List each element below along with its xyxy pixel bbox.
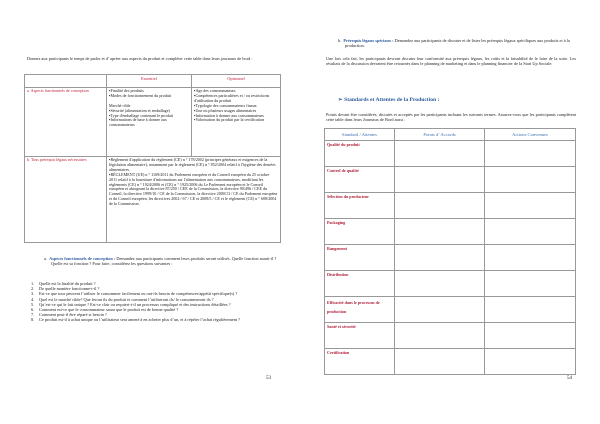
section-letter: b. (338, 38, 342, 43)
header-agreements: Points d’ Accords (395, 129, 485, 141)
paragraph: Une fois cela fait, les participants devront discuter leur conformité aux prérequis légaux, les coûts et la faisabilité de le faire de la sorte. Les résultats de la discussion devraient être retournés dans le planning de marketing et dans le planning financier de la Start Up Sociale. (326, 56, 576, 67)
table-intro: Points devant être considérés, discutés et acceptés par les participants incluant les suivants termes. Assurez-vous que les participants complètent cette table dans leurs Journaux de Bord aussi : (326, 112, 576, 123)
agreements-cell[interactable] (395, 141, 485, 167)
actions-cell[interactable] (485, 219, 576, 245)
cell-line: ▪Finalité des produits (109, 88, 144, 93)
table-row (325, 271, 576, 297)
row-label: b. Tous prérequis légaux nécessaires (25, 157, 107, 243)
table-row (325, 297, 576, 323)
standard-label: Rangement (325, 245, 395, 271)
table-row (325, 193, 576, 219)
table-row (325, 167, 576, 193)
question-text: Ce produit est-il à achat unique ou l’utilisateur sera amené à en acheter plus d’un, et à répéter l’achat régulièrement ? (39, 317, 241, 323)
standard-label: Sélection du producteur (325, 193, 395, 219)
agreements-cell[interactable] (395, 219, 485, 245)
standard-label: Santé et sécurité (325, 323, 395, 349)
cell-line: ▪Age des consommateurs (194, 88, 236, 93)
cell-line: ▪Sécurité (alimentation et emballage) (109, 107, 170, 113)
section-b-text: Demandez aux participants de discuter et de lister les prérequis légaux spécifiques aux produits et à la production. (345, 38, 570, 49)
page-number: 54 (567, 376, 572, 381)
heading-text: Standards et Attentes de la Production : (344, 97, 440, 103)
standard-label: Distribution (325, 271, 395, 297)
standard-label: Control de qualité (325, 167, 395, 193)
cell-line: ▪RÈGLEMENT (UE) n ° 1169/2011 du Parlement européen et du Conseil européen du 25 octobre 2011 relatif à la fourniture d'informations sur l'alimentation aux consommateurs, modifiant les règlements (CE) n ° 1924/2006 et (CE) n ° 1925/2006 du Le Parlement européen et le Conseil européen et abrogeant la directive 87/250 / CEE de la Commission, la directive 90/496 / CEE du Conseil, la directive 1999/10 / CE de la Commission, la directive 2000/13 / CE du Parlement européen et du Conseil européen, les directives 2002 / 67 / CE et 2008/5 / CE et le règlement (CE) n ° 608/2004 de la Commission. (109, 171, 278, 207)
question-number: 4. (31, 296, 35, 302)
actions-cell[interactable] (485, 271, 576, 297)
actions-cell[interactable] (485, 297, 576, 323)
table-row (325, 349, 576, 375)
cell-line: ▪Information à donner aux consommateurs (194, 112, 264, 118)
actions-cell[interactable] (485, 167, 576, 193)
optional-cell (192, 88, 281, 157)
actions-cell[interactable] (485, 245, 576, 271)
agreements-cell[interactable] (395, 167, 485, 193)
standard-label: Packaging (325, 219, 395, 245)
question-text: Comment peut-il être réparé si besoin ? (39, 312, 107, 318)
question-number: 1. (31, 281, 35, 286)
section-heading (338, 98, 439, 103)
question-text: Quel est le marché cible? Que feront ils du produit et comment l’utiliseront ils/ le consommeront ils ? (39, 296, 214, 302)
intro-text: Donnez aux participants le temps de parler et d’ apréer aux aspects du produit et compléter cette table dans leurs journaux de bord : (27, 56, 253, 61)
question-list (31, 281, 276, 323)
section-letter: a. (44, 256, 47, 261)
header-standard: Standard / Attentes (325, 129, 395, 141)
question-number: 7. (31, 312, 35, 318)
legal-cell (107, 157, 281, 243)
cell-line: ▪Typologie des consommateurs finaux (194, 102, 257, 108)
table-row (325, 323, 576, 349)
cell-line: ▪Type d'emballage contenant le produit (109, 112, 173, 118)
question-text: De quelle manière fonctionne-t-il ? (39, 286, 100, 292)
section-b-title: Prérequis légaux spéciaux : (343, 38, 394, 43)
table-row (325, 219, 576, 245)
section-b (338, 38, 575, 48)
section-a (44, 256, 278, 266)
agreements-cell[interactable] (395, 193, 485, 219)
question-number: 5. (31, 301, 35, 307)
row-label: a. Aspects fonctionnels de conception (25, 88, 107, 157)
section-a-text: Demandez aux participants comment leurs produits seront utilisés. Quelle fonction aurait-il ? Quelle est sa fonction ? Pour faire, considérez les questions suivantes : (51, 256, 277, 267)
agreements-cell[interactable] (395, 323, 485, 349)
cell-line: ▪Une ou plusieurs usages alimentaires (194, 107, 257, 113)
header-actions: Actions Convenues (485, 129, 576, 141)
aspects-table (24, 74, 281, 243)
agreements-cell[interactable] (395, 349, 485, 375)
standard-label: Efficacité dans le processus de production (325, 297, 395, 323)
section-a-title: Aspects fonctionnels de conception : (49, 256, 116, 261)
cell-line: ▪Compétences particulières et / ou restrictions d'utilisation du produit (194, 92, 270, 103)
standards-table (324, 128, 576, 375)
cell-line: ▪Informations de base à donner aux consommateurs (109, 117, 167, 128)
question-number: 3. (31, 291, 35, 297)
table-row (325, 245, 576, 271)
agreements-cell[interactable] (395, 297, 485, 323)
header-optional: Optionnel (192, 75, 281, 88)
actions-cell[interactable] (485, 349, 576, 375)
question-number: 6. (31, 307, 35, 313)
table-row (325, 141, 576, 167)
question-text: Est-ce que tous peuvent l’utiliser le consommer facilement ou ont-ils besoin de compétences/appétit spécifique(s) ? (39, 291, 238, 297)
agreements-cell[interactable] (395, 245, 485, 271)
cell-line: Marché cible (109, 102, 131, 108)
arrow-bullet-icon: ➢ (338, 97, 343, 103)
question-text: Comment est-ce que le consommateur saura que le produit est de bonne qualité ? (39, 307, 179, 313)
question-number: 2. (31, 286, 35, 292)
cell-line: ▪Règlement d'application du règlement (CE) n ° 178/2002 (principes généraux et exigences de la législation alimentaire), notamment par le règlement (CE) n ° 852/2004 relatif à l'hygiène des denrées alimentaires. (109, 157, 276, 172)
header-essential: Essentiel (107, 75, 192, 88)
standard-label: Qualité du produit (325, 141, 395, 167)
question-number: 8. (31, 317, 35, 323)
question-text: Quelle est la finalité du produit ? (39, 281, 96, 286)
agreements-cell[interactable] (395, 271, 485, 297)
essential-cell (107, 88, 192, 157)
actions-cell[interactable] (485, 323, 576, 349)
page-number: 53 (266, 376, 271, 381)
question-text: Qu’est-ce qui le fait unique ? Est-ce clair ou requiert-t-il un processus compliqué et des instructions détaillées ? (39, 301, 231, 307)
cell-line: ▪Modes de fonctionnement du produit (109, 92, 172, 98)
standard-label: Certification (325, 349, 395, 375)
cell-line: ▪Valorisation du produit par la certification (194, 117, 265, 123)
actions-cell[interactable] (485, 193, 576, 219)
actions-cell[interactable] (485, 141, 576, 167)
question-item (31, 317, 276, 322)
